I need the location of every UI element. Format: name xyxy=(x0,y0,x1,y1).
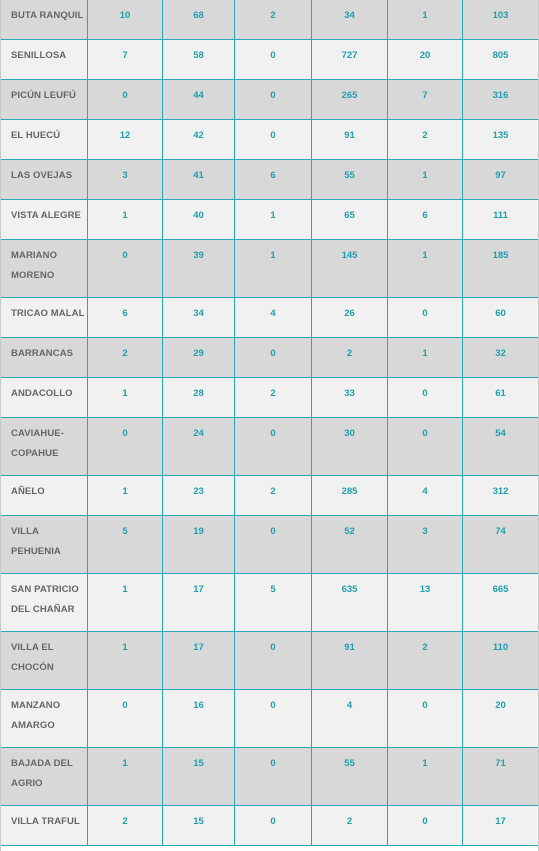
value-cell-col1: 2 xyxy=(87,806,162,846)
value-cell-col4: 26 xyxy=(311,298,387,338)
value-cell-col2: 28 xyxy=(162,378,234,418)
table-row xyxy=(1,378,538,418)
table-row xyxy=(1,200,538,240)
value-cell-col3: 1 xyxy=(234,200,311,240)
value-cell-col4: 30 xyxy=(311,418,387,476)
value-cell-col4: 33 xyxy=(311,378,387,418)
value-cell-col1: 1 xyxy=(87,476,162,516)
value-cell-col4: 635 xyxy=(311,574,387,632)
value-cell-col2: 17 xyxy=(162,632,234,690)
value-cell-col4: 2 xyxy=(311,806,387,846)
locality-name-cell: EL HUECÚ xyxy=(1,120,87,160)
value-cell-col5: 1 xyxy=(387,338,462,378)
table-body xyxy=(1,0,538,846)
value-cell-col6: 103 xyxy=(462,0,538,40)
value-cell-col5: 13 xyxy=(387,574,462,632)
table-row xyxy=(1,160,538,200)
table-row xyxy=(1,0,538,40)
value-cell-col6: 17 xyxy=(462,806,538,846)
value-cell-col4: 145 xyxy=(311,240,387,298)
value-cell-col6: 185 xyxy=(462,240,538,298)
value-cell-col3: 0 xyxy=(234,806,311,846)
locality-name-cell: ANDACOLLO xyxy=(1,378,87,418)
value-cell-col6: 71 xyxy=(462,748,538,806)
table-row xyxy=(1,298,538,338)
value-cell-col2: 68 xyxy=(162,0,234,40)
value-cell-col1: 1 xyxy=(87,748,162,806)
value-cell-col4: 55 xyxy=(311,748,387,806)
value-cell-col1: 1 xyxy=(87,632,162,690)
value-cell-col2: 19 xyxy=(162,516,234,574)
value-cell-col3: 2 xyxy=(234,0,311,40)
value-cell-col1: 10 xyxy=(87,0,162,40)
value-cell-col5: 3 xyxy=(387,516,462,574)
value-cell-col6: 74 xyxy=(462,516,538,574)
value-cell-col3: 4 xyxy=(234,298,311,338)
value-cell-col3: 0 xyxy=(234,80,311,120)
locality-name-cell: VILLA EL CHOCÓN xyxy=(1,632,87,690)
value-cell-col1: 0 xyxy=(87,80,162,120)
table-row xyxy=(1,40,538,80)
value-cell-col3: 0 xyxy=(234,748,311,806)
table-row xyxy=(1,338,538,378)
locality-name-cell: CAVIAHUE-COPAHUE xyxy=(1,418,87,476)
value-cell-col2: 17 xyxy=(162,574,234,632)
value-cell-col2: 15 xyxy=(162,748,234,806)
value-cell-col3: 5 xyxy=(234,574,311,632)
value-cell-col3: 6 xyxy=(234,160,311,200)
locality-name-cell: TRICAO MALAL xyxy=(1,298,87,338)
value-cell-col6: 135 xyxy=(462,120,538,160)
value-cell-col1: 6 xyxy=(87,298,162,338)
locality-name-cell: MANZANO AMARGO xyxy=(1,690,87,748)
value-cell-col1: 12 xyxy=(87,120,162,160)
value-cell-col4: 727 xyxy=(311,40,387,80)
value-cell-col4: 91 xyxy=(311,632,387,690)
value-cell-col2: 15 xyxy=(162,806,234,846)
locality-name-cell: VISTA ALEGRE xyxy=(1,200,87,240)
value-cell-col6: 111 xyxy=(462,200,538,240)
value-cell-col6: 805 xyxy=(462,40,538,80)
value-cell-col4: 2 xyxy=(311,338,387,378)
table-row xyxy=(1,690,538,748)
value-cell-col2: 34 xyxy=(162,298,234,338)
value-cell-col6: 110 xyxy=(462,632,538,690)
value-cell-col1: 5 xyxy=(87,516,162,574)
locality-name-cell: BARRANCAS xyxy=(1,338,87,378)
value-cell-col2: 23 xyxy=(162,476,234,516)
locality-name-cell: AÑELO xyxy=(1,476,87,516)
table-row xyxy=(1,632,538,690)
locality-name-cell: PICÚN LEUFÚ xyxy=(1,80,87,120)
value-cell-col5: 0 xyxy=(387,378,462,418)
value-cell-col4: 265 xyxy=(311,80,387,120)
table-row xyxy=(1,120,538,160)
value-cell-col6: 32 xyxy=(462,338,538,378)
value-cell-col4: 55 xyxy=(311,160,387,200)
value-cell-col5: 0 xyxy=(387,418,462,476)
value-cell-col6: 97 xyxy=(462,160,538,200)
value-cell-col3: 2 xyxy=(234,378,311,418)
value-cell-col5: 1 xyxy=(387,748,462,806)
value-cell-col5: 0 xyxy=(387,298,462,338)
value-cell-col6: 20 xyxy=(462,690,538,748)
locality-name-cell: MARIANO MORENO xyxy=(1,240,87,298)
value-cell-col2: 42 xyxy=(162,120,234,160)
value-cell-col5: 4 xyxy=(387,476,462,516)
value-cell-col5: 6 xyxy=(387,200,462,240)
value-cell-col1: 7 xyxy=(87,40,162,80)
value-cell-col2: 40 xyxy=(162,200,234,240)
value-cell-col3: 0 xyxy=(234,40,311,80)
value-cell-col2: 41 xyxy=(162,160,234,200)
value-cell-col4: 91 xyxy=(311,120,387,160)
value-cell-col1: 3 xyxy=(87,160,162,200)
value-cell-col3: 0 xyxy=(234,516,311,574)
value-cell-col1: 2 xyxy=(87,338,162,378)
value-cell-col3: 0 xyxy=(234,418,311,476)
value-cell-col6: 312 xyxy=(462,476,538,516)
locality-name-cell: VILLA PEHUENIA xyxy=(1,516,87,574)
value-cell-col3: 0 xyxy=(234,632,311,690)
value-cell-col1: 1 xyxy=(87,378,162,418)
value-cell-col6: 54 xyxy=(462,418,538,476)
value-cell-col4: 285 xyxy=(311,476,387,516)
table-row xyxy=(1,418,538,476)
value-cell-col1: 0 xyxy=(87,690,162,748)
value-cell-col3: 2 xyxy=(234,476,311,516)
table-row xyxy=(1,806,538,846)
value-cell-col3: 0 xyxy=(234,338,311,378)
value-cell-col6: 60 xyxy=(462,298,538,338)
table-row xyxy=(1,574,538,632)
value-cell-col3: 0 xyxy=(234,690,311,748)
value-cell-col4: 52 xyxy=(311,516,387,574)
value-cell-col2: 29 xyxy=(162,338,234,378)
locality-name-cell: LAS OVEJAS xyxy=(1,160,87,200)
value-cell-col2: 58 xyxy=(162,40,234,80)
value-cell-col5: 1 xyxy=(387,160,462,200)
value-cell-col5: 2 xyxy=(387,120,462,160)
value-cell-col1: 1 xyxy=(87,200,162,240)
value-cell-col5: 0 xyxy=(387,806,462,846)
table-row xyxy=(1,476,538,516)
value-cell-col4: 4 xyxy=(311,690,387,748)
value-cell-col4: 65 xyxy=(311,200,387,240)
value-cell-col2: 39 xyxy=(162,240,234,298)
value-cell-col2: 44 xyxy=(162,80,234,120)
value-cell-col1: 1 xyxy=(87,574,162,632)
value-cell-col2: 16 xyxy=(162,690,234,748)
value-cell-col5: 1 xyxy=(387,0,462,40)
value-cell-col3: 0 xyxy=(234,120,311,160)
value-cell-col6: 665 xyxy=(462,574,538,632)
table-row xyxy=(1,80,538,120)
locality-name-cell: VILLA TRAFUL xyxy=(1,806,87,846)
value-cell-col5: 0 xyxy=(387,690,462,748)
table-row xyxy=(1,516,538,574)
value-cell-col6: 61 xyxy=(462,378,538,418)
locality-name-cell: BUTA RANQUIL xyxy=(1,0,87,40)
locality-name-cell: SAN PATRICIO DEL CHAÑAR xyxy=(1,574,87,632)
table-row xyxy=(1,240,538,298)
value-cell-col6: 316 xyxy=(462,80,538,120)
localities-table xyxy=(1,0,538,846)
value-cell-col5: 1 xyxy=(387,240,462,298)
value-cell-col4: 34 xyxy=(311,0,387,40)
value-cell-col1: 0 xyxy=(87,418,162,476)
value-cell-col5: 2 xyxy=(387,632,462,690)
value-cell-col3: 1 xyxy=(234,240,311,298)
locality-name-cell: SENILLOSA xyxy=(1,40,87,80)
value-cell-col1: 0 xyxy=(87,240,162,298)
table-row xyxy=(1,748,538,806)
value-cell-col5: 7 xyxy=(387,80,462,120)
locality-name-cell: BAJADA DEL AGRIO xyxy=(1,748,87,806)
value-cell-col5: 20 xyxy=(387,40,462,80)
value-cell-col2: 24 xyxy=(162,418,234,476)
